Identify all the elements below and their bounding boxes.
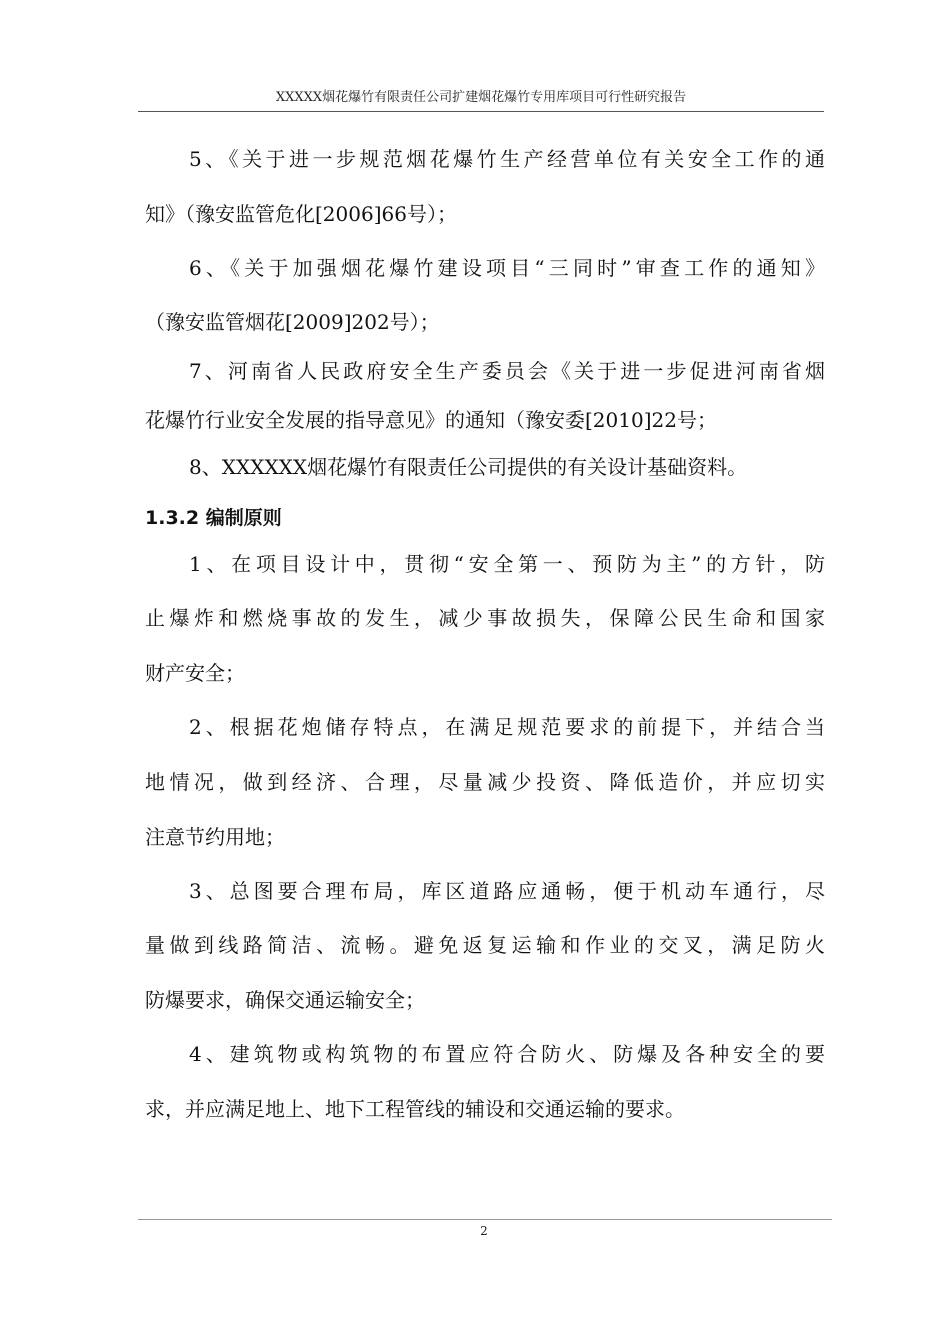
principle-1-line-3: 财产安全；: [145, 661, 245, 685]
reference-item-7-line-2: 花爆竹行业安全发展的指导意见》的通知（豫安委[2010]22号；: [145, 408, 717, 432]
page-header: XXXXX烟花爆竹有限责任公司扩建烟花爆竹专用库项目可行性研究报告: [275, 90, 687, 105]
footer-divider: [138, 1219, 832, 1220]
principle-2-line-3: 注意节约用地；: [145, 825, 285, 849]
reference-item-5-line-2: 知》（豫安监管危化[2006]66号）；: [145, 202, 457, 226]
section-heading: 1.3.2 编制原则: [145, 507, 282, 529]
principle-4-line-2: 求，并应满足地上、地下工程管线的辅设和交通运输的要求。: [145, 1097, 685, 1121]
principle-3-line-1: 3、总图要合理布局，库区道路应通畅，便于机动车通行，尽: [189, 879, 825, 903]
principle-3-line-2: 量做到线路简洁、流畅。避免返复运输和作业的交叉，满足防火: [145, 933, 825, 957]
reference-item-6-line-2: （豫安监管烟花[2009]202号）；: [145, 310, 440, 334]
reference-item-6-line-1: 6、《关于加强烟花爆竹建设项目“三同时”审查工作的通知》: [189, 256, 825, 280]
header-divider: [138, 111, 824, 112]
reference-item-7-line-1: 7、河南省人民政府安全生产委员会《关于进一步促进河南省烟: [189, 359, 825, 383]
reference-item-8: 8、XXXXXX烟花爆竹有限责任公司提供的有关设计基础资料。: [189, 455, 748, 479]
principle-1-line-1: 1、在项目设计中，贯彻“安全第一、预防为主”的方针，防: [189, 552, 825, 576]
principle-1-line-2: 止爆炸和燃烧事故的发生，减少事故损失，保障公民生命和国家: [145, 606, 825, 630]
principle-2-line-2: 地情况，做到经济、合理，尽量减少投资、降低造价，并应切实: [145, 770, 825, 794]
principle-2-line-1: 2、根据花炮储存特点，在满足规范要求的前提下，并结合当: [189, 715, 825, 739]
page-number: 2: [480, 1224, 488, 1238]
principle-4-line-1: 4、建筑物或构筑物的布置应符合防火、防爆及各种安全的要: [189, 1042, 825, 1066]
reference-item-5-line-1: 5、《关于进一步规范烟花爆竹生产经营单位有关安全工作的通: [189, 147, 825, 171]
principle-3-line-3: 防爆要求，确保交通运输安全；: [145, 988, 425, 1012]
